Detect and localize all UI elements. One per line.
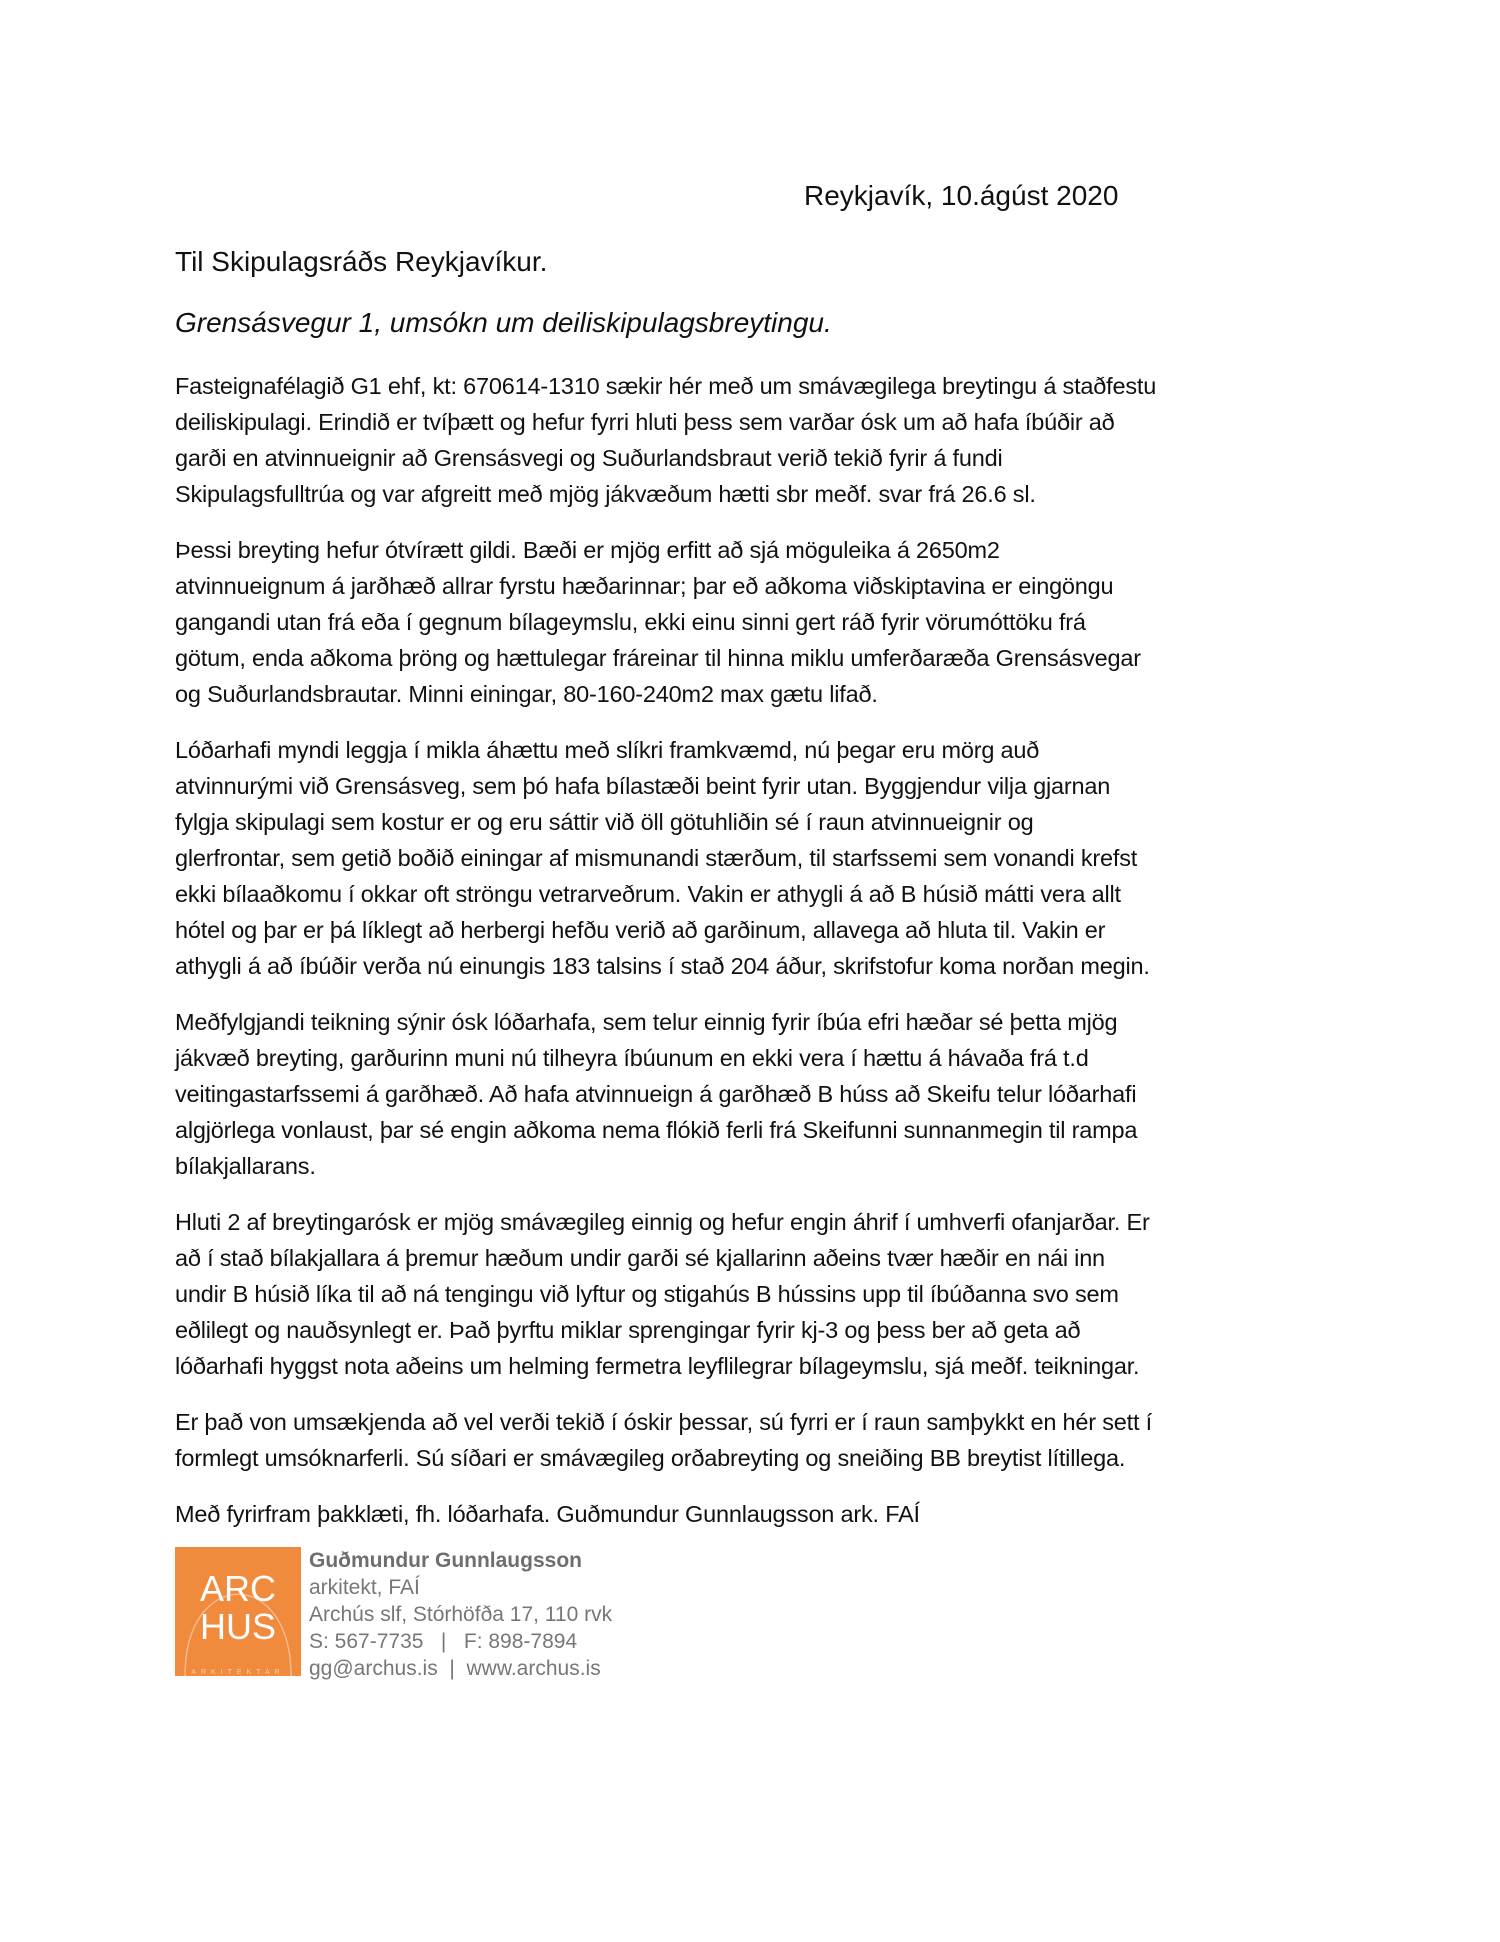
letter-date: Reykjavík, 10.ágúst 2020 — [804, 180, 1119, 211]
text-line: garði en atvinnueignir að Grensásvegi og Suðurlandsbraut verið tekið fyrir á fundi — [175, 445, 1003, 471]
recipient: Til Skipulagsráðs Reykjavíkur. — [175, 246, 548, 277]
text-line: algjörlega vonlaust, þar sé engin aðkoma nema flókið ferli frá Skeifunni sunnanmegin til rampa — [175, 1117, 1138, 1143]
letter-body — [175, 368, 1335, 1532]
text-line: ekki bílaaðkomu í okkar oft ströngu vetrarveðrum. Vakin er athygli á að B húsið mátti vera allt — [175, 881, 1121, 907]
closing-line: Með fyrirfram þakklæti, fh. lóðarhafa. Guðmundur Gunnlaugsson ark. FAÍ — [175, 1501, 920, 1527]
signature-phones: S: 567-7735 | F: 898-7894 — [309, 1630, 578, 1653]
text-line: Skipulagsfulltrúa og var afgreitt með mjög jákvæðum hætti sbr meðf. svar frá 26.6 sl. — [175, 481, 1036, 507]
paragraph — [175, 1004, 1335, 1184]
logo-text-hus: HUS — [199, 1606, 276, 1647]
text-line: undir B húsið líka til að ná tengingu við lyftur og stigahús B hússins upp til íbúðanna svo sem — [175, 1281, 1119, 1307]
paragraph — [175, 532, 1335, 712]
signature-contact[interactable]: gg@archus.is | www.archus.is — [309, 1657, 601, 1680]
archus-logo — [175, 1547, 301, 1676]
signature-title: arkitekt, FAÍ — [309, 1576, 420, 1599]
text-line: gangandi utan frá eða í gegnum bílageymslu, ekki einu sinni gert ráð fyrir vörumóttöku frá — [175, 609, 1086, 635]
text-line: Þessi breyting hefur ótvírætt gildi. Bæði er mjög erfitt að sjá möguleika á 2650m2 — [175, 537, 1000, 563]
email-signature — [175, 1547, 695, 1680]
text-line: og Suðurlandsbrautar. Minni einingar, 80-160-240m2 max gætu lifað. — [175, 681, 878, 707]
text-line: jákvæð breyting, garðurinn muni nú tilheyra íbúunum en ekki vera í hættu á hávaða frá t.d — [175, 1045, 1089, 1071]
text-line: bílakjallarans. — [175, 1153, 316, 1179]
paragraph — [175, 732, 1335, 984]
text-line: atvinnueignum á jarðhæð allrar fyrstu hæðarinnar; þar eð aðkoma viðskiptavina er eingöngu — [175, 573, 1114, 599]
text-line: Er það von umsækjenda að vel verði tekið í óskir þessar, sú fyrri er í raun samþykkt en hér sett í — [175, 1409, 1152, 1435]
text-line: deiliskipulagi. Erindið er tvíþætt og hefur fyrri hluti þess sem varðar ósk um að hafa íbúðir að — [175, 409, 1115, 435]
text-line: Lóðarhafi myndi leggja í mikla áhættu með slíkri framkvæmd, nú þegar eru mörg auð — [175, 737, 1040, 763]
text-line: formlegt umsóknarferli. Sú síðari er smávægileg orðabreyting og sneiðing BB breytist lítillega. — [175, 1445, 1126, 1471]
letter-subject: Grensásvegur 1, umsókn um deiliskipulagsbreytingu. — [175, 307, 832, 338]
text-line: glerfrontar, sem getið boðið einingar af mismunandi stærðum, til starfssemi sem vonandi krefst — [175, 845, 1138, 871]
text-line: atvinnurými við Grensásveg, sem þó hafa bílastæði beint fyrir utan. Byggjendur vilja gjarnan — [175, 773, 1111, 799]
text-line: götum, enda aðkoma þröng og hættulegar fráreinar til hinna miklu umferðaræða Grensásvegar — [175, 645, 1141, 671]
logo-text-small: ARKITEKTAR — [191, 1669, 285, 1676]
paragraph — [175, 1404, 1335, 1476]
signature-name: Guðmundur Gunnlaugsson — [309, 1549, 582, 1572]
text-line: fylgja skipulagi sem kostur er og eru sáttir við öll götuhliðin sé í raun atvinnueignir og — [175, 809, 1034, 835]
text-line: lóðarhafi hyggst nota aðeins um helming fermetra leyflilegrar bílageymslu, sjá meðf. teikningar. — [175, 1353, 1140, 1379]
text-line: að í stað bílakjallara á þremur hæðum undir garði sé kjallarinn aðeins tvær hæðir en nái inn — [175, 1245, 1105, 1271]
text-line: athygli á að íbúðir verða nú einungis 183 talsins í stað 204 áður, skrifstofur koma norðan megin. — [175, 953, 1150, 979]
text-line: eðlilegt og nauðsynlegt er. Það þyrftu miklar sprengingar fyrir kj-3 og þess ber að geta að — [175, 1317, 1081, 1343]
text-line: Fasteignafélagið G1 ehf, kt: 670614-1310 sækir hér með um smávægilega breytingu á staðfestu — [175, 373, 1157, 399]
paragraph — [175, 368, 1335, 512]
signature-address: Archús slf, Stórhöfða 17, 110 rvk — [309, 1603, 613, 1626]
text-line: Meðfylgjandi teikning sýnir ósk lóðarhafa, sem telur einnig fyrir íbúa efri hæðar sé þetta mjög — [175, 1009, 1118, 1035]
text-line: hótel og þar er þá líklegt að herbergi hefðu verið að garðinum, allavega að hluta til. Vakin er — [175, 917, 1106, 943]
paragraph — [175, 1204, 1335, 1384]
logo-text-arc: ARC — [199, 1568, 276, 1609]
text-line: veitingastarfssemi á garðhæð. Að hafa atvinnueign á garðhæð B húss að Skeifu telur lóðarhafi — [175, 1081, 1137, 1107]
text-line: Hluti 2 af breytingarósk er mjög smávægileg einnig og hefur engin áhrif í umhverfi ofanjarðar. Er — [175, 1209, 1150, 1235]
